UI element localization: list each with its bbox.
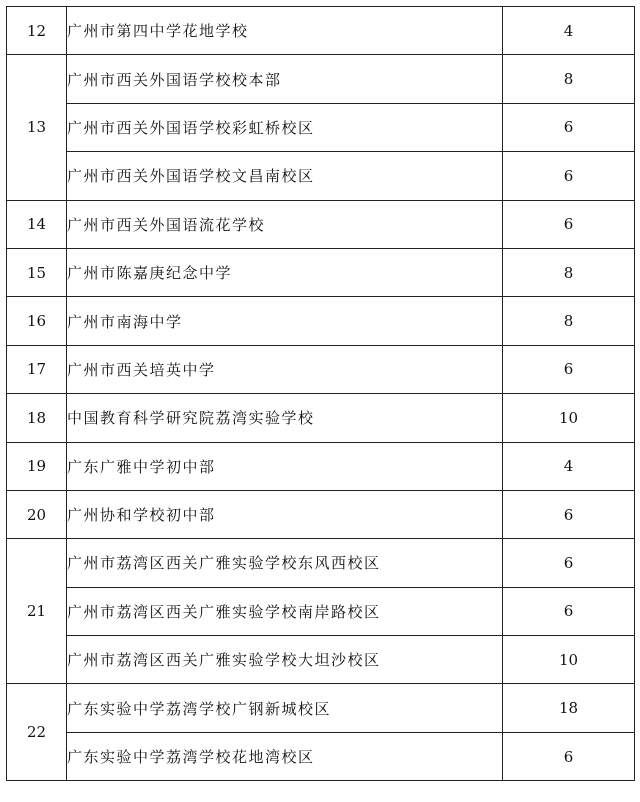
row-number: 17 <box>7 345 67 393</box>
school-name: 广州市西关外国语学校彩虹桥校区 <box>67 103 503 151</box>
table-row <box>7 732 635 780</box>
school-name: 广州协和学校初中部 <box>67 490 503 538</box>
quota-value: 8 <box>503 248 635 296</box>
row-number: 21 <box>7 539 67 684</box>
quota-value: 6 <box>503 539 635 587</box>
quota-value: 6 <box>503 200 635 248</box>
quota-value: 6 <box>503 490 635 538</box>
school-name: 中国教育科学研究院荔湾实验学校 <box>67 394 503 442</box>
quota-value: 6 <box>503 345 635 393</box>
school-name: 广东实验中学荔湾学校花地湾校区 <box>67 732 503 780</box>
school-name: 广东实验中学荔湾学校广钢新城校区 <box>67 684 503 732</box>
row-number: 18 <box>7 394 67 442</box>
table-row <box>7 539 635 587</box>
quota-value: 10 <box>503 636 635 684</box>
table-row <box>7 684 635 732</box>
table-row <box>7 200 635 248</box>
quota-value: 6 <box>503 152 635 200</box>
school-name: 广州市南海中学 <box>67 297 503 345</box>
quota-value: 18 <box>503 684 635 732</box>
quota-value: 6 <box>503 103 635 151</box>
school-name: 广州市西关外国语流花学校 <box>67 200 503 248</box>
school-name: 广州市第四中学花地学校 <box>67 7 503 55</box>
row-number: 20 <box>7 490 67 538</box>
quota-value: 8 <box>503 297 635 345</box>
row-number: 22 <box>7 684 67 781</box>
table-row <box>7 345 635 393</box>
table-row <box>7 394 635 442</box>
table-row <box>7 7 635 55</box>
table-row <box>7 103 635 151</box>
table-row <box>7 587 635 635</box>
table-row <box>7 55 635 103</box>
quota-value: 10 <box>503 394 635 442</box>
school-name: 广州市陈嘉庚纪念中学 <box>67 248 503 296</box>
quota-value: 8 <box>503 55 635 103</box>
table-row <box>7 152 635 200</box>
quota-value: 6 <box>503 732 635 780</box>
row-number: 16 <box>7 297 67 345</box>
school-name: 广州市西关外国语学校校本部 <box>67 55 503 103</box>
row-number: 19 <box>7 442 67 490</box>
school-name: 广州市荔湾区西关广雅实验学校南岸路校区 <box>67 587 503 635</box>
table-row <box>7 442 635 490</box>
table-row <box>7 248 635 296</box>
table-row <box>7 636 635 684</box>
school-name: 广州市荔湾区西关广雅实验学校东风西校区 <box>67 539 503 587</box>
quota-value: 4 <box>503 442 635 490</box>
school-name: 广州市荔湾区西关广雅实验学校大坦沙校区 <box>67 636 503 684</box>
row-number: 12 <box>7 7 67 55</box>
school-name: 广州市西关外国语学校文昌南校区 <box>67 152 503 200</box>
school-name: 广东广雅中学初中部 <box>67 442 503 490</box>
quota-value: 6 <box>503 587 635 635</box>
schools-table <box>6 6 635 781</box>
quota-value: 4 <box>503 7 635 55</box>
row-number: 13 <box>7 55 67 200</box>
table-row <box>7 297 635 345</box>
table-row <box>7 490 635 538</box>
school-name: 广州市西关培英中学 <box>67 345 503 393</box>
row-number: 15 <box>7 248 67 296</box>
row-number: 14 <box>7 200 67 248</box>
